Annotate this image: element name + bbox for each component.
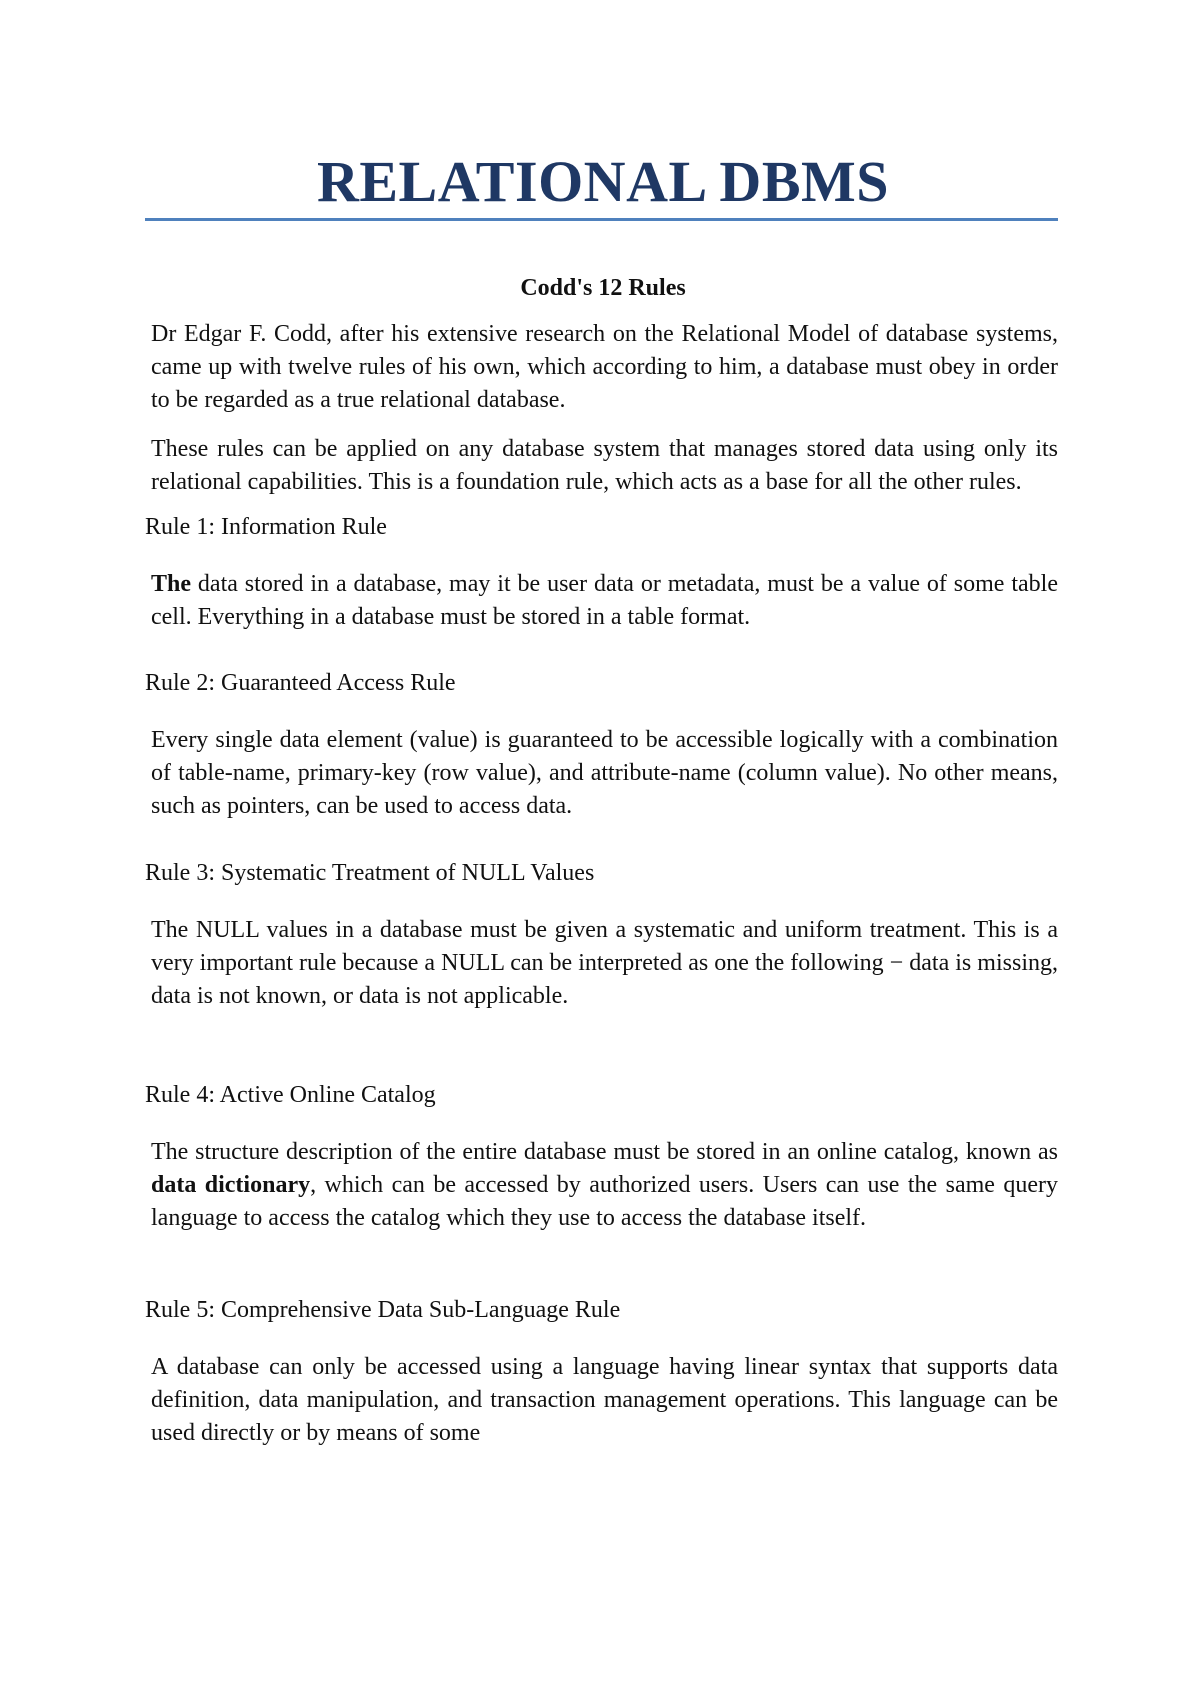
intro-paragraph-2: These rules can be applied on any database system that manages stored data using only its relational capabilities. This is a foundation rule, which acts as a base for all the other rules. <box>151 436 1058 495</box>
rule-1-lead-bold: The <box>151 571 192 597</box>
rule-1-heading: Rule 1: Information Rule <box>145 514 387 540</box>
rule-1-body: data stored in a database, may it be user data or metadata, must be a value of some table cell. Everything in a database must be stored in a table format. <box>151 571 1058 630</box>
rule-2-heading: Rule 2: Guaranteed Access Rule <box>145 670 456 696</box>
rule-1-text <box>151 568 1058 634</box>
intro-paragraph-1: Dr Edgar F. Codd, after his extensive research on the Relational Model of database systems, came up with twelve rules of his own, which according to him, a database must obey in order to be regarded as a true relational database. <box>151 321 1058 413</box>
rule-4-text <box>151 1136 1058 1235</box>
rule-4-body-start: The structure description of the entire database must be stored in an online catalog, known as <box>151 1139 1058 1165</box>
rule-2-text: Every single data element (value) is guaranteed to be accessible logically with a combination of table-name, primary-key (row value), and attribute-name (column value). No other means, such as pointers, can be used to access data. <box>151 727 1058 819</box>
rule-5-text: A database can only be accessed using a language having linear syntax that supports data definition, data manipulation, and transaction management operations. This language can be used directly or by means of some <box>151 1354 1058 1446</box>
rule-3-text: The NULL values in a database must be given a systematic and uniform treatment. This is a very important rule because a NULL can be interpreted as one the following − data is missing, data is not known, or data is not applicable. <box>151 917 1058 1009</box>
rule-3-heading: Rule 3: Systematic Treatment of NULL Values <box>145 860 595 886</box>
rule-5-heading: Rule 5: Comprehensive Data Sub-Language Rule <box>145 1297 621 1323</box>
document-page <box>145 149 1058 1446</box>
page-title: RELATIONAL DBMS <box>316 149 890 214</box>
rule-4-heading: Rule 4: Active Online Catalog <box>145 1082 436 1108</box>
rule-4-body-end: , which can be accessed by authorized users. Users can use the same query language to access the catalog which they use to access the database itself. <box>151 1172 1058 1231</box>
title-underline <box>145 218 1058 221</box>
section-subtitle: Codd's 12 Rules <box>520 275 686 301</box>
rule-4-bold-term: data dictionary <box>151 1172 311 1198</box>
